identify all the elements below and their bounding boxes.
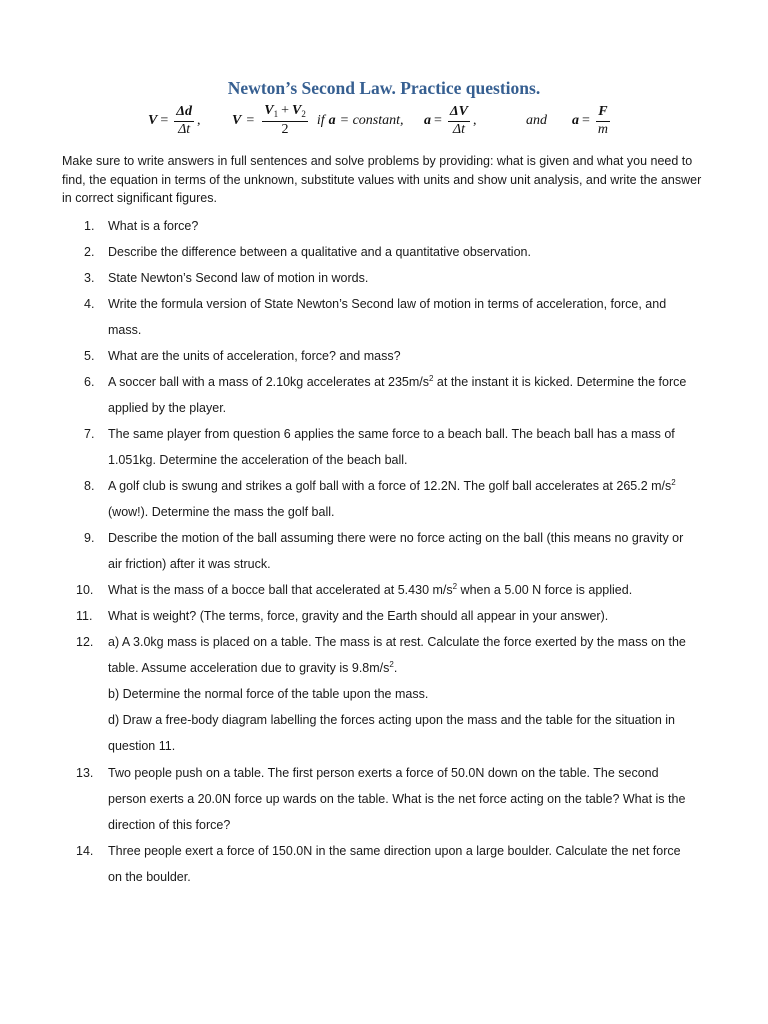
eq2-v2: V bbox=[292, 103, 302, 119]
eq2-if: if bbox=[316, 113, 325, 128]
question-line bbox=[108, 655, 708, 681]
eq2-equals: = bbox=[246, 113, 255, 128]
question-line bbox=[108, 369, 708, 395]
question-item bbox=[76, 760, 708, 838]
equation-row bbox=[148, 100, 628, 142]
question-item bbox=[84, 343, 708, 369]
question-item bbox=[84, 473, 708, 525]
question-line: b) Determine the normal force of the table upon the mass. bbox=[108, 687, 429, 701]
acceleration-velocity-equation bbox=[424, 100, 477, 142]
question-number: 6. bbox=[84, 375, 95, 389]
eq2-v1-sub: 1 bbox=[273, 109, 279, 120]
question-text bbox=[108, 291, 708, 343]
question-item bbox=[76, 577, 708, 603]
eq1-denominator: Δt bbox=[178, 121, 191, 137]
superscript: 2 bbox=[671, 478, 676, 487]
question-item bbox=[76, 838, 708, 890]
eq3-numerator: ΔV bbox=[448, 105, 470, 122]
question-text: Describe the difference between a qualitative and a quantitative observation. bbox=[108, 245, 531, 259]
question-fragment: . bbox=[393, 661, 398, 675]
question-number: 2. bbox=[84, 245, 95, 259]
superscript: 2 bbox=[452, 582, 458, 591]
eq3-equals: = bbox=[434, 113, 442, 128]
question-number: 9. bbox=[84, 531, 95, 545]
question-text bbox=[108, 369, 708, 421]
question-line: Describe the motion of the ball assuming there were no force acting on the ball (this means no gravity or bbox=[108, 531, 684, 545]
question-fragment: A golf club is swung and strikes a golf ball with a force of 12.2N. The golf ball accelerates at 265.2 m/s bbox=[108, 479, 672, 493]
instructions-paragraph: Make sure to write answers in full sentences and solve problems by providing: what is given and what you need to find, the equation in terms of the unknown, substitute values with units and show unit analysis, and write the answer in correct significant figures. bbox=[62, 154, 702, 205]
question-text: What are the units of acceleration, force? and mass? bbox=[108, 349, 401, 363]
eq2-a: a bbox=[328, 113, 336, 128]
question-number: 4. bbox=[84, 297, 95, 311]
eq4-numerator: F bbox=[596, 105, 609, 122]
eq2-denominator: 2 bbox=[281, 121, 289, 137]
eq1-numerator: Δd bbox=[174, 105, 194, 122]
question-text bbox=[108, 629, 708, 759]
and-word: and bbox=[526, 113, 547, 128]
question-line bbox=[108, 577, 708, 603]
page-title: Newton’s Second Law. Practice questions. bbox=[227, 78, 541, 98]
eq2-v2-sub: 2 bbox=[301, 109, 306, 120]
question-item bbox=[84, 291, 708, 343]
eq2-v1: V bbox=[264, 103, 274, 119]
question-item bbox=[84, 369, 708, 421]
question-number: 8. bbox=[84, 479, 95, 493]
question-number: 1. bbox=[84, 219, 95, 233]
eq4-denominator: m bbox=[597, 121, 609, 137]
eq3-lhs: a bbox=[424, 113, 431, 128]
question-line: a) A 3.0kg mass is placed on a table. The mass is at rest. Calculate the force exerted by the mass on the bbox=[108, 635, 686, 649]
eq2-plus: + bbox=[281, 103, 289, 119]
question-number: 5. bbox=[84, 349, 95, 363]
superscript: 2 bbox=[429, 374, 434, 383]
eq3-comma: , bbox=[473, 113, 477, 128]
question-number: 11. bbox=[76, 609, 93, 623]
question-line: Write the formula version of State Newton’s Second law of motion in terms of acceleration, force, and bbox=[108, 297, 667, 311]
question-item bbox=[84, 239, 708, 265]
eq4-fraction bbox=[596, 105, 610, 137]
question-text bbox=[108, 421, 708, 473]
question-number: 7. bbox=[84, 427, 95, 441]
eq4-lhs: a bbox=[572, 113, 579, 128]
question-line: applied by the player. bbox=[108, 401, 227, 415]
question-item bbox=[84, 525, 708, 577]
question-number: 10. bbox=[76, 583, 94, 597]
eq1-fraction bbox=[174, 105, 194, 137]
eq4-equals: = bbox=[582, 113, 590, 128]
question-line: direction of this force? bbox=[108, 818, 231, 832]
question-line: question 11. bbox=[108, 739, 176, 753]
acceleration-force-equation bbox=[572, 100, 613, 142]
question-text: State Newton’s Second law of motion in words. bbox=[108, 271, 369, 285]
question-item bbox=[84, 213, 708, 239]
question-line bbox=[108, 473, 708, 499]
question-line: Two people push on a table. The first person exerts a force of 50.0N down on the table. The second bbox=[108, 766, 659, 780]
question-line: air friction) after it was struck. bbox=[108, 557, 271, 571]
question-fragment: A soccer ball with a mass of 2.10kg accelerates at 235m/s bbox=[108, 375, 429, 389]
question-text: What is weight? (The terms, force, gravity and the Earth should all appear in your answer). bbox=[108, 609, 609, 623]
question-item bbox=[84, 265, 708, 291]
question-line: d) Draw a free-body diagram labelling the forces acting upon the mass and the table for the situation in bbox=[108, 713, 675, 727]
eq1-equals: = bbox=[160, 113, 169, 128]
eq2-numerator bbox=[262, 104, 308, 121]
question-line: Three people exert a force of 150.0N in the same direction upon a large boulder. Calculate the net force bbox=[108, 844, 681, 858]
question-line: The same player from question 6 applies the same force to a beach ball. The beach ball has a mass of bbox=[108, 427, 675, 441]
question-number: 3. bbox=[84, 271, 95, 285]
eq3-fraction bbox=[448, 105, 470, 137]
question-fragment: table. Assume acceleration due to gravity is 9.8m/s bbox=[108, 661, 390, 675]
question-number: 14. bbox=[76, 844, 94, 858]
question-text bbox=[108, 577, 708, 603]
question-text bbox=[108, 838, 708, 890]
question-fragment: at the instant it is kicked. Determine the force bbox=[433, 375, 687, 389]
question-item bbox=[84, 421, 708, 473]
question-text bbox=[108, 473, 708, 525]
question-line: 1.051kg. Determine the acceleration of the beach ball. bbox=[108, 453, 408, 467]
eq2-fraction bbox=[262, 104, 308, 137]
velocity-distance-equation bbox=[148, 100, 201, 142]
superscript: 2 bbox=[389, 660, 394, 669]
question-line: mass. bbox=[108, 323, 142, 337]
question-item bbox=[76, 629, 708, 759]
question-number: 13. bbox=[76, 766, 94, 780]
question-line: person exerts a 20.0N force up wards on the table. What is the net force acting on the table? What is the bbox=[108, 792, 686, 806]
eq2-lhs: V bbox=[232, 113, 242, 128]
question-text bbox=[108, 525, 708, 577]
question-number: 12. bbox=[76, 635, 94, 649]
question-fragment: when a 5.00 N force is applied. bbox=[457, 583, 633, 597]
question-line: (wow!). Determine the mass the golf ball. bbox=[108, 505, 335, 519]
question-text: What is a force? bbox=[108, 219, 199, 233]
average-velocity-equation bbox=[232, 100, 404, 142]
question-item bbox=[76, 603, 708, 629]
question-text bbox=[108, 760, 708, 838]
eq1-comma: , bbox=[197, 113, 201, 128]
eq3-denominator: Δt bbox=[452, 121, 466, 137]
eq1-lhs: V bbox=[148, 113, 158, 128]
eq2-condition: = constant, bbox=[339, 113, 404, 128]
question-fragment: What is the mass of a bocce ball that accelerated at 5.430 m/s bbox=[108, 583, 453, 597]
question-line: on the boulder. bbox=[108, 870, 191, 884]
